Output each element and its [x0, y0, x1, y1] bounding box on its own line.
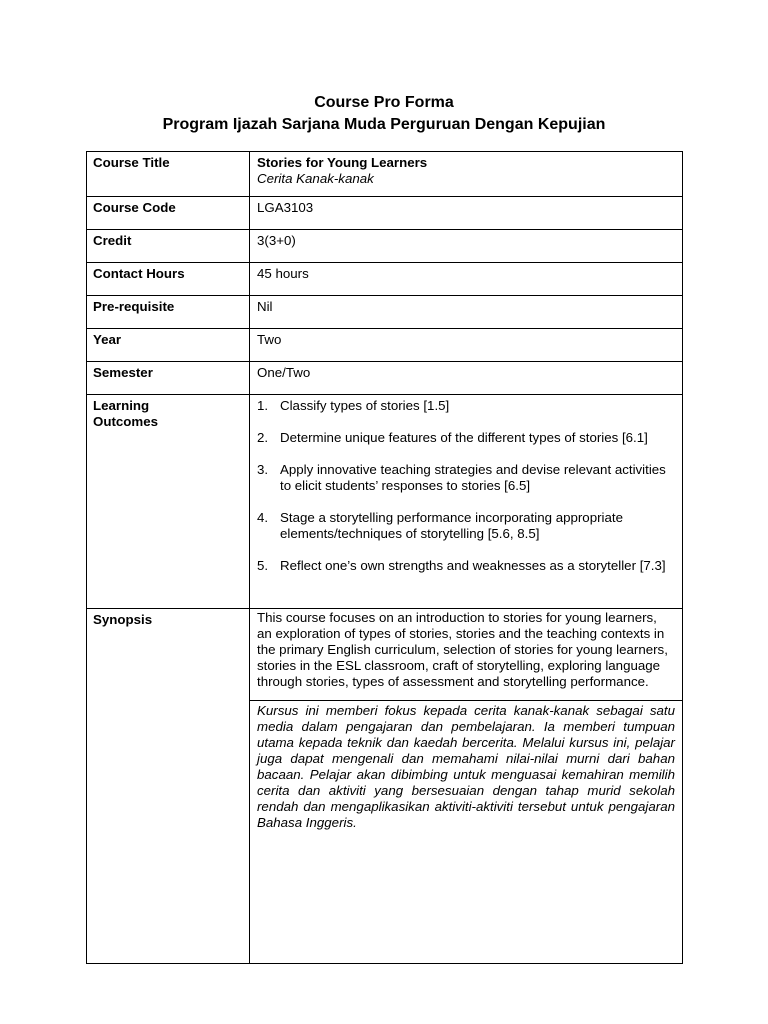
row-course-code — [87, 197, 683, 230]
list-item — [257, 430, 676, 446]
label-learning-outcomes-line1: Learning — [93, 398, 150, 413]
synopsis-malay: Kursus ini memberi fokus kepada cerita kanak-kanak sebagai satu media dalam pengajaran dan pembelajaran. Ia memberi tumpuan utama kepada teknik dan kaedah bercerita. Melalui kursus ini, pelajar juga dapat mengenali dan memahami nilai-nilai murni dari bahan bacaan. Pelajar akan dibimbing untuk menguasai kemahiran memilih cerita dan aktiviti yang bersesuaian dengan tahap murid sekolah rendah dan mengaplikasikan aktiviti-aktiviti tersebut untuk pengajaran Bahasa Inggeris. — [257, 703, 675, 830]
label-synopsis: Synopsis — [87, 609, 250, 964]
label-course-title: Course Title — [87, 152, 250, 197]
document-title: Course Pro Forma — [314, 94, 454, 111]
list-item-number: 1. — [257, 398, 269, 413]
list-item — [257, 558, 676, 574]
document-subtitle: Program Ijazah Sarjana Muda Perguruan Dengan Kepujian — [162, 116, 606, 133]
list-item-text: Stage a storytelling performance incorporating appropriate elements/techniques of storytelling [5.6, 8.5] — [280, 510, 623, 541]
value-year: Two — [250, 329, 683, 362]
list-item — [257, 462, 676, 494]
row-learning-outcomes — [87, 395, 683, 609]
label-course-code: Course Code — [87, 197, 250, 230]
row-contact-hours — [87, 263, 683, 296]
learning-outcomes-list — [257, 398, 676, 574]
value-synopsis — [250, 609, 683, 964]
value-course-title — [250, 152, 683, 197]
label-credit: Credit — [87, 230, 250, 263]
course-title-english: Stories for Young Learners — [257, 155, 428, 170]
row-synopsis — [87, 609, 683, 964]
list-item-number: 3. — [257, 462, 269, 477]
value-contact-hours: 45 hours — [250, 263, 683, 296]
label-semester: Semester — [87, 362, 250, 395]
row-credit — [87, 230, 683, 263]
list-item-text: Determine unique features of the different types of stories [6.1] — [280, 430, 648, 445]
value-credit: 3(3+0) — [250, 230, 683, 263]
list-item-text: Reflect one’s own strengths and weaknesses as a storyteller [7.3] — [280, 558, 666, 573]
label-learning-outcomes — [87, 395, 250, 609]
label-prerequisite: Pre-requisite — [87, 296, 250, 329]
document-header — [0, 92, 768, 136]
list-item-text: Classify types of stories [1.5] — [280, 398, 450, 413]
course-proforma-table — [86, 151, 683, 964]
label-year: Year — [87, 329, 250, 362]
synopsis-container — [250, 609, 682, 963]
list-item — [257, 398, 676, 414]
list-item-number: 4. — [257, 510, 269, 525]
list-item-number: 5. — [257, 558, 269, 573]
value-prerequisite: Nil — [250, 296, 683, 329]
row-semester — [87, 362, 683, 395]
label-contact-hours: Contact Hours — [87, 263, 250, 296]
list-item — [257, 510, 676, 542]
value-course-code: LGA3103 — [250, 197, 683, 230]
value-semester: One/Two — [250, 362, 683, 395]
value-learning-outcomes — [250, 395, 683, 609]
synopsis-english: This course focuses on an introduction to stories for young learners, an exploration of types of stories, stories and the teaching contexts in the primary English curriculum, selection of stories for young learners, stories in the ESL classroom, craft of storytelling, exploring language through stories, types of assessment and storytelling performance. — [250, 609, 682, 701]
list-item-number: 2. — [257, 430, 269, 445]
list-item-text: Apply innovative teaching strategies and devise relevant activities to elicit students’ responses to stories [6.5] — [280, 462, 666, 493]
course-title-malay: Cerita Kanak-kanak — [257, 171, 374, 186]
row-year — [87, 329, 683, 362]
label-learning-outcomes-line2: Outcomes — [93, 414, 159, 429]
row-course-title — [87, 152, 683, 197]
row-prerequisite — [87, 296, 683, 329]
